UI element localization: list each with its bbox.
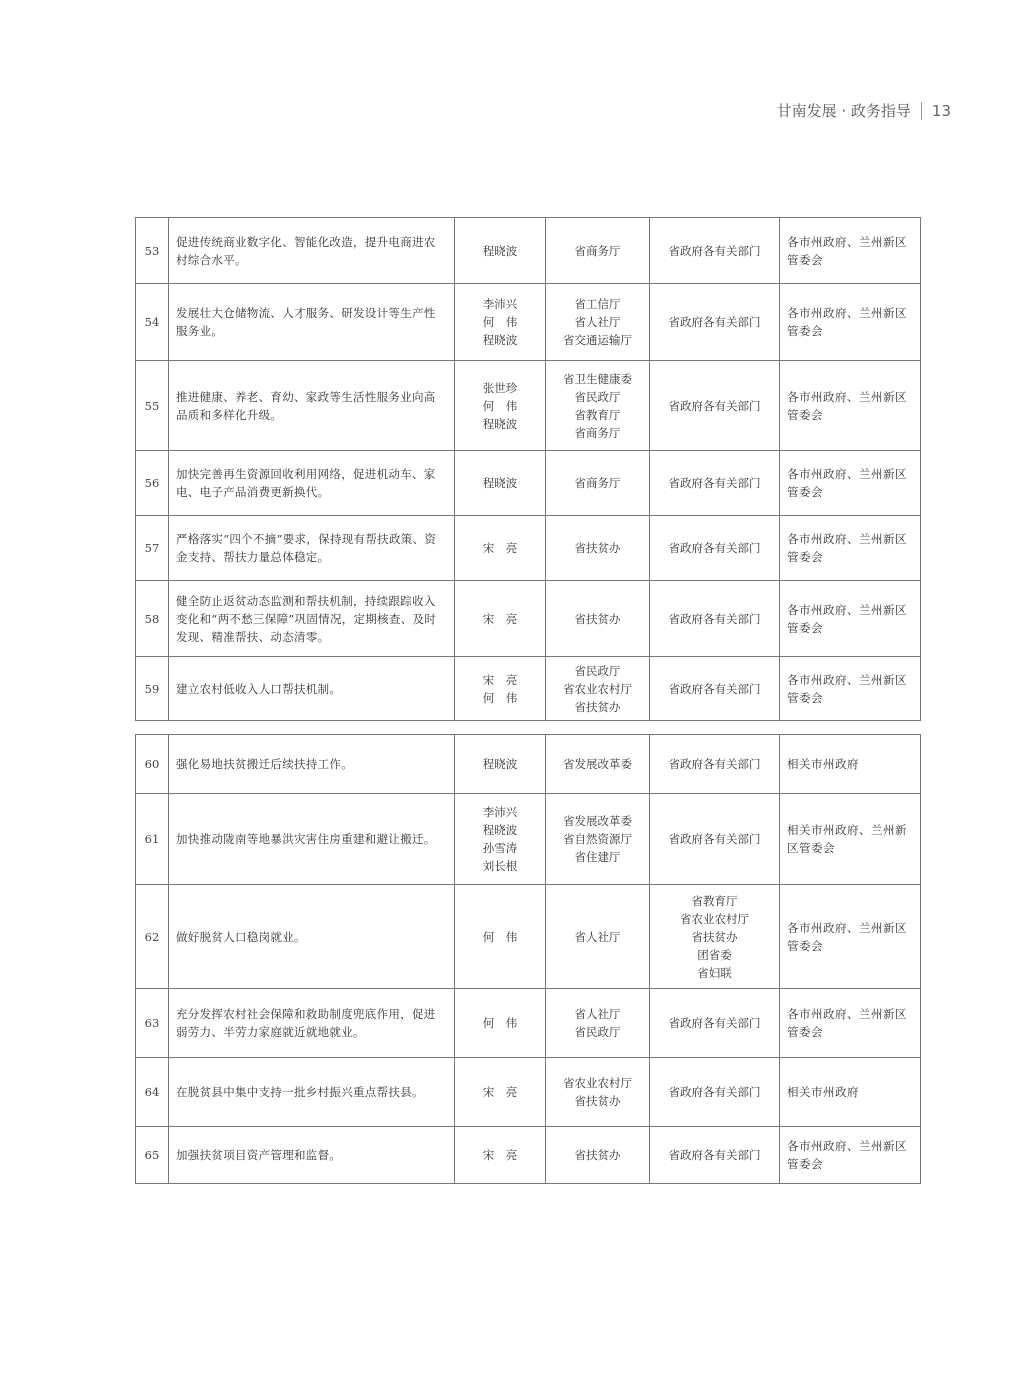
implementing-region: 各市州政府、兰州新区管委会 — [780, 361, 921, 451]
cooperating-unit-line: 省政府各有关部门 — [668, 611, 761, 626]
table-row — [136, 451, 921, 516]
cooperating-unit-line: 省政府各有关部门 — [668, 476, 761, 490]
task-description: 强化易地扶贫搬迁后续扶持工作。 — [169, 735, 455, 794]
responsible-leader-line: 何 伟 — [482, 315, 518, 329]
task-description: 促进传统商业数字化、智能化改造，提升电商进农村综合水平。 — [169, 218, 455, 284]
responsible-leader — [455, 989, 546, 1058]
task-description: 发展壮大仓储物流、人才服务、研发设计等生产性服务业。 — [169, 284, 455, 361]
implementing-region: 各市州政府、兰州新区管委会 — [780, 451, 921, 516]
table-row — [136, 284, 921, 361]
table-row — [136, 1127, 921, 1184]
responsible-leader-line: 程晓波 — [482, 416, 518, 431]
cooperating-unit-line: 省政府各有关部门 — [668, 1148, 761, 1162]
responsible-leader-line: 何 伟 — [482, 398, 518, 413]
row-number: 63 — [136, 989, 169, 1058]
row-number: 58 — [136, 581, 169, 657]
cooperating-unit-line: 省政府各有关部门 — [668, 832, 761, 846]
row-number: 59 — [136, 657, 169, 721]
row-number: 60 — [136, 735, 169, 794]
cooperating-unit — [650, 1127, 780, 1184]
responsible-leader — [455, 794, 546, 885]
table-row — [136, 516, 921, 581]
cooperating-unit — [650, 885, 780, 989]
row-number: 55 — [136, 361, 169, 451]
row-number: 53 — [136, 218, 169, 284]
responsible-leader — [455, 1127, 546, 1184]
cooperating-unit — [650, 581, 780, 657]
task-table-body — [136, 218, 921, 721]
lead-unit-line: 省住建厅 — [574, 850, 621, 864]
cooperating-unit — [650, 657, 780, 721]
implementing-region: 各市州政府、兰州新区管委会 — [780, 284, 921, 361]
implementing-region: 各市州政府、兰州新区管委会 — [780, 989, 921, 1058]
responsible-leader-line: 程晓波 — [482, 333, 518, 347]
lead-unit — [546, 516, 650, 581]
row-number: 56 — [136, 451, 169, 516]
task-description: 加强扶贫项目资产管理和监督。 — [169, 1127, 455, 1184]
cooperating-unit — [650, 451, 780, 516]
implementing-region: 相关市州政府 — [780, 735, 921, 794]
responsible-leader-line: 宋 亮 — [482, 541, 518, 555]
responsible-leader-line: 宋 亮 — [482, 1085, 518, 1099]
responsible-leader-line: 何 伟 — [482, 690, 518, 705]
cooperating-unit-line: 省政府各有关部门 — [668, 243, 761, 258]
lead-unit-line: 省扶贫办 — [574, 1094, 621, 1108]
responsible-leader-line: 宋 亮 — [482, 1148, 518, 1162]
responsible-leader-line: 李沛兴 — [482, 297, 518, 311]
responsible-leader — [455, 581, 546, 657]
cooperating-unit-line: 省政府各有关部门 — [668, 541, 761, 555]
lead-unit-line: 省工信厅 — [574, 297, 621, 311]
implementing-region: 各市州政府、兰州新区管委会 — [780, 581, 921, 657]
responsible-leader — [455, 284, 546, 361]
responsible-leader-line: 何 伟 — [482, 929, 518, 944]
implementing-region: 各市州政府、兰州新区管委会 — [780, 885, 921, 989]
responsible-leader-line: 程晓波 — [482, 823, 518, 837]
lead-unit-line: 省扶贫办 — [574, 541, 621, 555]
responsible-leader-line: 程晓波 — [482, 757, 518, 771]
table-row — [136, 885, 921, 989]
responsible-leader — [455, 516, 546, 581]
lead-unit — [546, 735, 650, 794]
table-row — [136, 657, 921, 721]
responsible-leader — [455, 735, 546, 794]
cooperating-unit — [650, 516, 780, 581]
cooperating-unit-line: 省政府各有关部门 — [668, 681, 761, 696]
page-header — [777, 100, 951, 121]
implementing-region: 相关市州政府 — [780, 1058, 921, 1127]
cooperating-unit — [650, 361, 780, 451]
row-number: 64 — [136, 1058, 169, 1127]
task-description: 充分发挥农村社会保障和救助制度兜底作用，促进弱劳力、半劳力家庭就近就地就业。 — [169, 989, 455, 1058]
cooperating-unit — [650, 1058, 780, 1127]
lead-unit-line: 省民政厅 — [574, 1025, 621, 1039]
cooperating-unit-line: 团省委 — [697, 947, 732, 962]
implementing-region: 各市州政府、兰州新区管委会 — [780, 218, 921, 284]
row-number: 54 — [136, 284, 169, 361]
task-description: 加快完善再生资源回收利用网络，促进机动车、家电、电子产品消费更新换代。 — [169, 451, 455, 516]
row-number: 65 — [136, 1127, 169, 1184]
lead-unit — [546, 794, 650, 885]
implementing-region: 各市州政府、兰州新区管委会 — [780, 1127, 921, 1184]
lead-unit-line: 省自然资源厅 — [563, 832, 632, 846]
lead-unit-line: 省人社厅 — [574, 315, 621, 329]
lead-unit — [546, 989, 650, 1058]
lead-unit — [546, 361, 650, 451]
lead-unit — [546, 284, 650, 361]
responsible-leader — [455, 361, 546, 451]
responsible-leader-line: 刘长根 — [482, 859, 518, 873]
cooperating-unit-line: 省扶贫办 — [691, 929, 738, 944]
cooperating-unit — [650, 735, 780, 794]
table-row — [136, 218, 921, 284]
row-number: 61 — [136, 794, 169, 885]
table-row — [136, 735, 921, 794]
cooperating-unit — [650, 284, 780, 361]
cooperating-unit — [650, 794, 780, 885]
task-description: 严格落实“四个不摘”要求，保持现有帮扶政策、资金支持、帮扶力量总体稳定。 — [169, 516, 455, 581]
responsible-leader — [455, 218, 546, 284]
cooperating-unit-line: 省农业农村厅 — [680, 911, 749, 926]
task-description: 建立农村低收入人口帮扶机制。 — [169, 657, 455, 721]
lead-unit-line: 省民政厅 — [574, 389, 621, 404]
implementing-region: 各市州政府、兰州新区管委会 — [780, 657, 921, 721]
lead-unit-line: 省商务厅 — [574, 476, 621, 490]
responsible-leader-line: 孙雪涛 — [482, 841, 518, 855]
lead-unit-line: 省人社厅 — [574, 1007, 621, 1021]
task-description: 做好脱贫人口稳岗就业。 — [169, 885, 455, 989]
table-row — [136, 581, 921, 657]
implementing-region: 各市州政府、兰州新区管委会 — [780, 516, 921, 581]
lead-unit-line: 省民政厅 — [574, 663, 621, 678]
responsible-leader-line: 宋 亮 — [482, 611, 518, 626]
table-row — [136, 989, 921, 1058]
cooperating-unit-line: 省政府各有关部门 — [668, 757, 761, 771]
task-table-top — [135, 217, 921, 721]
cooperating-unit-line: 省教育厅 — [691, 893, 738, 908]
row-number: 57 — [136, 516, 169, 581]
lead-unit-line: 省发展改革委 — [563, 814, 632, 828]
cooperating-unit-line: 省政府各有关部门 — [668, 1016, 761, 1030]
cooperating-unit-line: 省妇联 — [697, 965, 732, 980]
responsible-leader-line: 李沛兴 — [482, 805, 518, 819]
lead-unit-line: 省教育厅 — [574, 407, 621, 422]
responsible-leader — [455, 885, 546, 989]
cooperating-unit-line: 省政府各有关部门 — [668, 398, 761, 413]
lead-unit-line: 省扶贫办 — [574, 699, 621, 714]
cooperating-unit-line: 省政府各有关部门 — [668, 1085, 761, 1099]
cooperating-unit — [650, 989, 780, 1058]
task-description: 推进健康、养老、育幼、家政等生活性服务业向高品质和多样化升级。 — [169, 361, 455, 451]
lead-unit — [546, 581, 650, 657]
responsible-leader-line: 何 伟 — [482, 1016, 518, 1030]
implementing-region: 相关市州政府、兰州新区管委会 — [780, 794, 921, 885]
responsible-leader — [455, 1058, 546, 1127]
task-description: 加快推动陇南等地暴洪灾害住房重建和避让搬迁。 — [169, 794, 455, 885]
lead-unit-line: 省扶贫办 — [574, 611, 621, 626]
table-row — [136, 794, 921, 885]
table-row — [136, 361, 921, 451]
task-description: 在脱贫县中集中支持一批乡村振兴重点帮扶县。 — [169, 1058, 455, 1127]
lead-unit — [546, 657, 650, 721]
lead-unit-line: 省卫生健康委 — [563, 371, 632, 386]
cooperating-unit — [650, 218, 780, 284]
lead-unit-line: 省农业农村厅 — [563, 681, 632, 696]
lead-unit-line: 省发展改革委 — [563, 757, 632, 771]
responsible-leader-line: 宋 亮 — [482, 672, 518, 687]
responsible-leader-line: 程晓波 — [482, 476, 518, 490]
lead-unit — [546, 1127, 650, 1184]
cooperating-unit-line: 省政府各有关部门 — [668, 315, 761, 329]
lead-unit-line: 省商务厅 — [574, 425, 621, 440]
responsible-leader-line: 程晓波 — [482, 243, 518, 258]
header-divider — [921, 102, 922, 120]
task-table-bottom — [135, 734, 921, 1184]
responsible-leader — [455, 451, 546, 516]
responsible-leader-line: 张世珍 — [482, 380, 518, 395]
lead-unit-line: 省交通运输厅 — [563, 333, 632, 347]
responsible-leader — [455, 657, 546, 721]
lead-unit-line: 省扶贫办 — [574, 1148, 621, 1162]
publication-title: 甘南发展 · 政务指导 — [776, 102, 911, 120]
task-table-body — [136, 735, 921, 1184]
lead-unit-line: 省农业农村厅 — [563, 1076, 632, 1090]
row-number: 62 — [136, 885, 169, 989]
lead-unit — [546, 218, 650, 284]
table-row — [136, 1058, 921, 1127]
lead-unit — [546, 885, 650, 989]
lead-unit — [546, 451, 650, 516]
lead-unit-line: 省人社厅 — [574, 929, 621, 944]
page-number: 13 — [931, 101, 951, 120]
task-description: 健全防止返贫动态监测和帮扶机制，持续跟踪收入变化和“两不愁三保障”巩固情况，定期核查、及时发现、精准帮扶、动态清零。 — [169, 581, 455, 657]
lead-unit-line: 省商务厅 — [574, 243, 621, 258]
lead-unit — [546, 1058, 650, 1127]
